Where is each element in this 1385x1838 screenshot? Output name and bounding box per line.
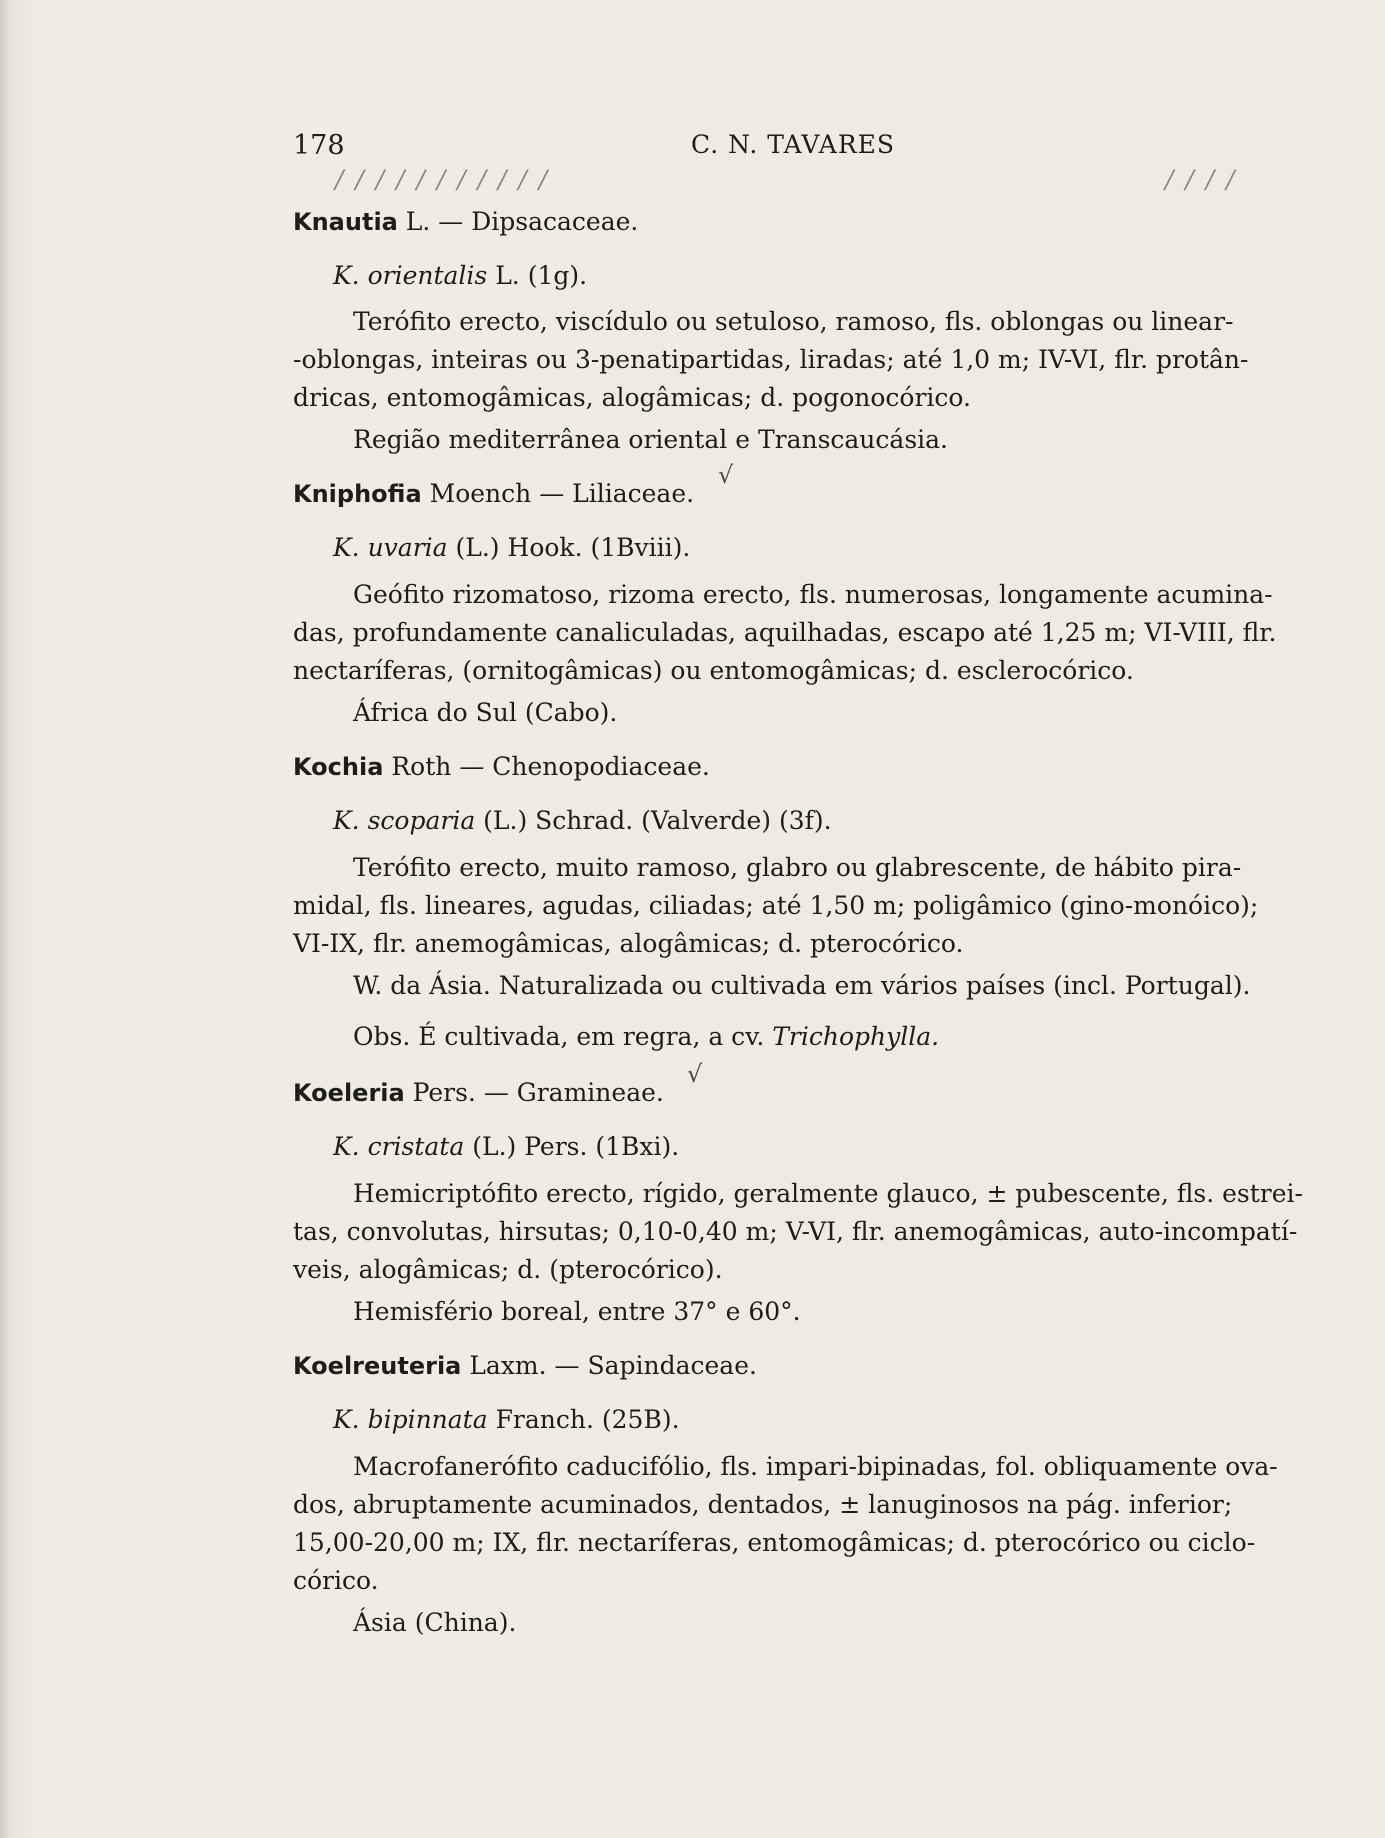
species-line: K. cristata (L.) Pers. (1Bxi). (333, 1132, 680, 1161)
distribution: Região mediterrânea oriental e Transcaucásia. (353, 425, 948, 454)
species-name: cristata (367, 1132, 465, 1161)
checkmark-annotation: √ (687, 1060, 703, 1088)
species-description: Hemicriptófito erecto, rígido, geralmente glauco, ± pubescente, fls. estrei- tas, convolutas, hirsutas; 0,10-0,40 m; V-VI, flr. anemogâmicas, auto-incompatí- veis, alogâmicas; d. (pterocórico). (293, 1179, 1303, 1284)
checkmark-annotation: √ (718, 461, 734, 489)
species-description: Terófito erecto, muito ramoso, glabro ou glabrescente, de hábito pira- midal, fls. lineares, agudas, ciliadas; até 1,50 m; poligâmico (gino-monóico); VI-IX, flr. anemogâmicas, alogâmicas; d. pterocórico. (293, 853, 1259, 958)
genus-name: Koelreuteria (293, 1352, 462, 1380)
page-gutter-shadow (0, 0, 10, 1838)
genus-heading: Kochia Roth — Chenopodiaceae. (293, 752, 710, 781)
species-name: orientalis (367, 261, 488, 290)
distribution: África do Sul (Cabo). (353, 698, 618, 727)
pencil-marks-right: / / / / (1165, 165, 1237, 194)
species-name: bipinnata (367, 1405, 488, 1434)
genus-heading: Koeleria Pers. — Gramineae. (293, 1078, 664, 1107)
distribution: Hemisfério boreal, entre 37° e 60°. (353, 1297, 801, 1326)
species-line: K. orientalis L. (1g). (333, 261, 588, 290)
genus-name: Kochia (293, 753, 384, 781)
genus-heading: Knautia L. — Dipsacaceae. (293, 207, 639, 236)
page-number: 178 (293, 130, 345, 161)
species-description: Geófito rizomatoso, rizoma erecto, fls. numerosas, longamente acumina- das, profundamente canaliculadas, aquilhadas, escapo até 1,25 m; VI-VIII, flr. nectaríferas, (ornitogâmicas) ou entomogâmicas; d. esclerocórico. (293, 580, 1277, 685)
page-header (293, 130, 1303, 170)
pencil-marks-left: / / / / / / / / / / / (335, 165, 550, 194)
cultivar-name: Trichophylla. (772, 1022, 940, 1051)
species-description: Terófito erecto, viscídulo ou setuloso, ramoso, fls. oblongas ou linear- -oblongas, inteiras ou 3-penatipartidas, liradas; até 1,0 m; IV-VI, flr. protân- dricas, entomogâmicas, alogâmicas; d. pogonocórico. (293, 307, 1249, 412)
genus-heading: Kniphofia Moench — Liliaceae. (293, 479, 695, 508)
species-line: K. uvaria (L.) Hook. (1Bviii). (333, 533, 691, 562)
species-name: uvaria (367, 533, 448, 562)
species-line: K. scoparia (L.) Schrad. (Valverde) (3f). (333, 806, 832, 835)
running-head: C. N. TAVARES (691, 130, 896, 159)
genus-name: Koeleria (293, 1079, 405, 1107)
genus-heading: Koelreuteria Laxm. — Sapindaceae. (293, 1351, 757, 1380)
genus-name: Knautia (293, 208, 398, 236)
species-line: K. bipinnata Franch. (25B). (333, 1405, 680, 1434)
distribution: Ásia (China). (353, 1608, 517, 1637)
genus-name: Kniphofia (293, 480, 422, 508)
species-name: scoparia (367, 806, 476, 835)
observation-note: Obs. É cultivada, em regra, a cv. Trichophylla. (353, 1022, 940, 1051)
species-description: Macrofanerófito caducifólio, fls. impari-bipinadas, fol. obliquamente ova- dos, abruptamente acuminados, dentados, ± lanuginosos na pág. inferior; 15,00-20,00 m; IX, flr. nectaríferas, entomogâmicas; d. pterocórico ou ciclo- córico. (293, 1452, 1278, 1595)
distribution: W. da Ásia. Naturalizada ou cultivada em vários países (incl. Portugal). (353, 971, 1251, 1000)
